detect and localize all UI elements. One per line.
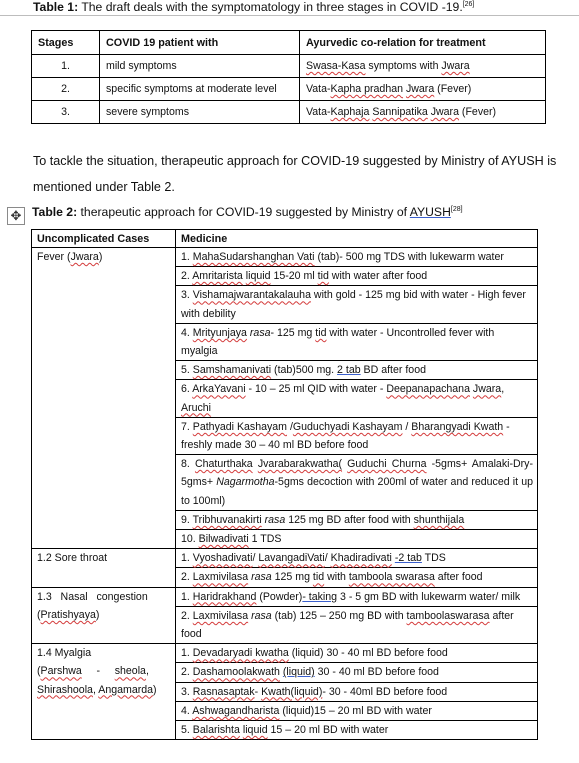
table-row <box>32 644 538 663</box>
medicine-cell: 7. Pathyadi Kashayam /Guduchyadi Kashayam / Bharangyadi Kwath - freshly made 30 – 40 ml BD before food <box>176 417 538 454</box>
medicine-cell: 9. Tribhuvanakirti rasa 125 mg BD after food with shunthijala <box>176 510 538 529</box>
stage-cell: 1. <box>32 55 100 78</box>
medicine-cell: 4. Ashwagandharista (liquid)15 – 20 ml BD with water <box>176 701 538 720</box>
case-cell-sore-throat: 1.2 Sore throat <box>32 549 176 587</box>
treatment-cell: Vata-Kaphaja Sannipatika Jwara (Fever) <box>300 101 546 124</box>
medicine-cell: 2. Laxmivilasa rasa 125 mg tid with tamboola swarasa after food <box>176 568 538 587</box>
table2-caption: Table 2: therapeutic approach for COVID-19 suggested by Ministry of AYUSH[28] <box>32 205 463 219</box>
case-cell-fever: Fever (Jwara) <box>32 248 176 549</box>
stage-cell: 3. <box>32 101 100 124</box>
medicine-cell: 5. Balarishta liquid 15 – 20 ml BD with water <box>176 721 538 740</box>
move-arrows-icon[interactable]: ✥ <box>7 207 25 225</box>
table-row <box>32 549 538 568</box>
medicine-cell: 2. Dashamoolakwath (liquid) 30 - 40 ml BD before food <box>176 663 538 682</box>
table-row <box>32 101 546 124</box>
medicine-cell: 5. Samshamanivati (tab)500 mg. 2 tab BD after food <box>176 361 538 380</box>
medicine-cell: 6. ArkaYavani - 10 – 25 ml QID with water - Deepanapachana Jwara, Aruchi <box>176 380 538 417</box>
patient-cell: severe symptoms <box>100 101 300 124</box>
symptom-stages-table <box>31 30 546 124</box>
header-stages: Stages <box>32 31 100 55</box>
medicine-cell: 4. Mrityunjaya rasa- 125 mg tid with water - Uncontrolled fever with myalgia <box>176 323 538 360</box>
header-uncomplicated-cases: Uncomplicated Cases <box>32 230 176 248</box>
case-cell-nasal-congestion: 1.3 Nasal congestion (Pratishyaya) <box>32 587 176 644</box>
case-cell-myalgia: 1.4 Myalgia (Parshwa - sheola, Shirashoola, Angamarda) <box>32 644 176 740</box>
table1-header-row <box>32 31 546 55</box>
header-medicine: Medicine <box>176 230 538 248</box>
body-paragraph-line2: mentioned under Table 2. <box>33 180 175 194</box>
treatment-cell: Vata-Kapha pradhan Jwara (Fever) <box>300 78 546 101</box>
treatment-cell: Swasa-Kasa symptoms with Jwara <box>300 55 546 78</box>
header-treatment: Ayurvedic co-relation for treatment <box>300 31 546 55</box>
medicine-cell: 1. Haridrakhand (Powder)- taking 3 - 5 gm BD with lukewarm water/ milk <box>176 587 538 606</box>
table-row <box>32 587 538 606</box>
medicine-cell: 1. MahaSudarshanghan Vati (tab)- 500 mg TDS with lukewarm water <box>176 248 538 267</box>
table-row <box>32 248 538 267</box>
patient-cell: mild symptoms <box>100 55 300 78</box>
table2-header-row <box>32 230 538 248</box>
stage-cell: 2. <box>32 78 100 101</box>
medicine-cell: 1. Devadaryadi kwatha (liquid) 30 - 40 ml BD before food <box>176 644 538 663</box>
therapeutic-approach-table <box>31 229 538 740</box>
medicine-cell: 3. Rasnasaptak- Kwath(liquid)- 30 - 40ml BD before food <box>176 682 538 701</box>
medicine-cell: 8. Chaturthaka Jvarabarakwatha( Guduchi Churna -5gms+ Amalaki-Dry-5gms+ Nagarmotha-5gms decoction with 200ml of water and reduced it up to 100ml) <box>176 455 538 511</box>
header-rule <box>0 15 579 16</box>
medicine-cell: 2. Laxmivilasa rasa (tab) 125 – 250 mg BD with tamboolaswarasa after food <box>176 606 538 643</box>
table1-caption: Table 1: The draft deals with the symptomatology in three stages in COVID -19.[26] <box>33 0 475 14</box>
table-row <box>32 55 546 78</box>
header-patient: COVID 19 patient with <box>100 31 300 55</box>
table-row <box>32 78 546 101</box>
medicine-cell: 2. Amritarista liquid 15-20 ml tid with water after food <box>176 267 538 286</box>
medicine-cell: 10. Bilwadivati 1 TDS <box>176 530 538 549</box>
patient-cell: specific symptoms at moderate level <box>100 78 300 101</box>
body-paragraph-line1: To tackle the situation, therapeutic approach for COVID-19 suggested by Ministry of AYUSH is <box>33 154 557 168</box>
medicine-cell: 1. Vyoshadivati/ LavangadiVati/ Khadiradivati -2 tab TDS <box>176 549 538 568</box>
medicine-cell: 3. Vishamajwarantakalauha with gold - 125 mg bid with water - High fever with debility <box>176 286 538 323</box>
